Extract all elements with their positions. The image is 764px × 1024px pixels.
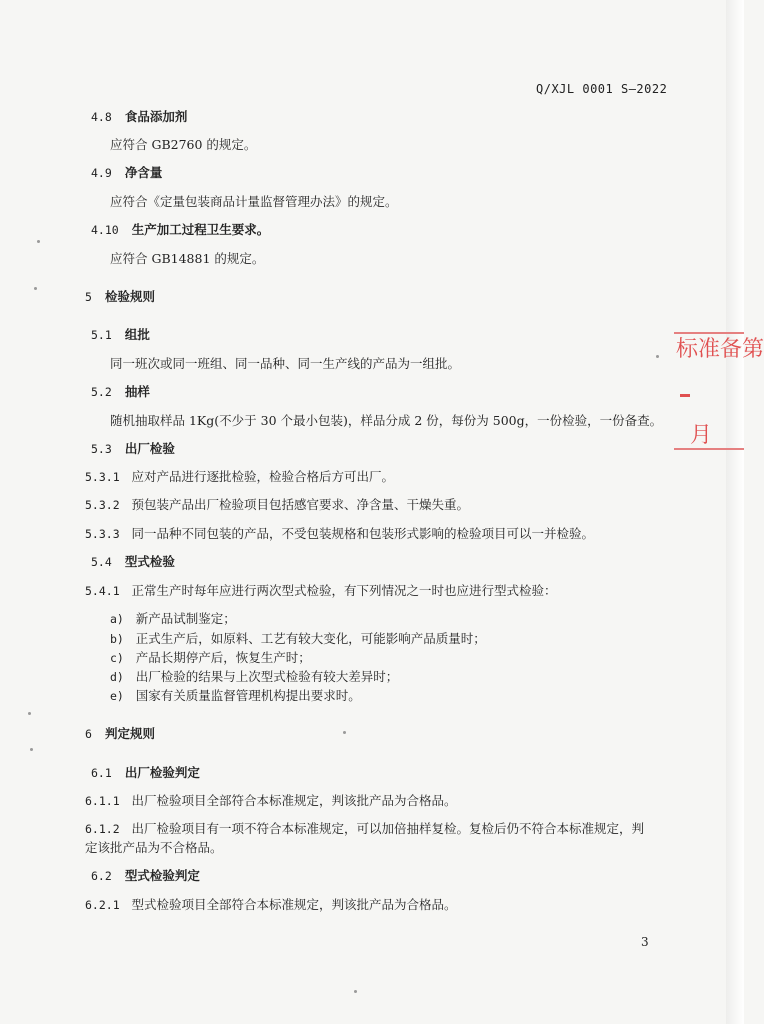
paragraph: 随机抽取样品 1Kg(不少于 30 个最小包装)，样品分成 2 份，每份为 500g，一份检验，一份备查。 [110,413,663,428]
section-heading: 5.1 组批 [91,327,150,342]
clause: 5.3.2 预包装产品出厂检验项目包括感官要求、净含量、干燥失重。 [85,497,470,512]
section-heading: 5.2 抽样 [91,384,150,399]
paragraph: 应符合 GB14881 的规定。 [110,251,265,266]
clause: 6.1.1 出厂检验项目全部符合本标准规定，判该批产品为合格品。 [85,793,457,808]
chapter-heading: 6 判定规则 [85,726,156,741]
stamp-bottom-rule [674,448,744,450]
filing-stamp [674,332,764,452]
paragraph: 同一班次或同一班组、同一品种、同一生产线的产品为一组批。 [110,356,461,371]
list-item: c) 产品长期停产后，恢复生产时； [110,650,311,665]
page-edge-shadow [726,0,744,1024]
scan-speck [28,712,31,715]
paragraph: 应符合《定量包装商品计量监督管理办法》的规定。 [110,194,398,209]
clause: 5.4.1 正常生产时每年应进行两次型式检验，有下列情况之一时也应进行型式检验： [85,583,557,598]
section-heading: 6.2 型式检验判定 [91,868,200,883]
list-item: d) 出厂检验的结果与上次型式检验有较大差异时； [110,669,399,684]
scan-speck [343,731,346,734]
scan-speck [34,287,37,290]
standard-code: Q/XJL 0001 S—2022 [536,82,668,96]
clause: 6.2.1 型式检验项目全部符合本标准规定，判该批产品为合格品。 [85,897,457,912]
section-heading: 4.8 食品添加剂 [91,109,188,124]
paragraph: 应符合 GB2760 的规定。 [110,137,257,152]
stamp-text-month: 月 [690,423,713,448]
list-item: e) 国家有关质量监督管理机构提出要求时。 [110,688,361,703]
page-number: 3 [641,935,649,949]
stamp-text-top: 标准备第 [676,337,764,362]
stamp-dash [680,394,690,397]
clause: 5.3.1 应对产品进行逐批检验，检验合格后方可出厂。 [85,469,395,484]
list-item: b) 正式生产后，如原料、工艺有较大变化，可能影响产品质量时； [110,631,486,646]
section-heading: 5.3 出厂检验 [91,441,175,456]
scan-speck [37,240,40,243]
clause: 5.3.3 同一品种不同包装的产品，不受包装规格和包装形式影响的检验项目可以一并检验。 [85,526,595,541]
paragraph-continuation: 定该批产品为不合格品。 [85,840,223,855]
scan-speck [656,355,659,358]
section-heading: 4.9 净含量 [91,165,163,180]
chapter-heading: 5 检验规则 [85,289,156,304]
list-item: a) 新产品试制鉴定； [110,611,236,626]
section-heading: 6.1 出厂检验判定 [91,765,200,780]
section-heading: 4.10 生产加工过程卫生要求。 [91,222,270,237]
scan-speck [354,990,357,993]
section-heading: 5.4 型式检验 [91,554,175,569]
scan-speck [30,748,33,751]
clause: 6.1.2 出厂检验项目有一项不符合本标准规定，可以加倍抽样复检。复检后仍不符合本标准规定，判 [85,821,645,836]
